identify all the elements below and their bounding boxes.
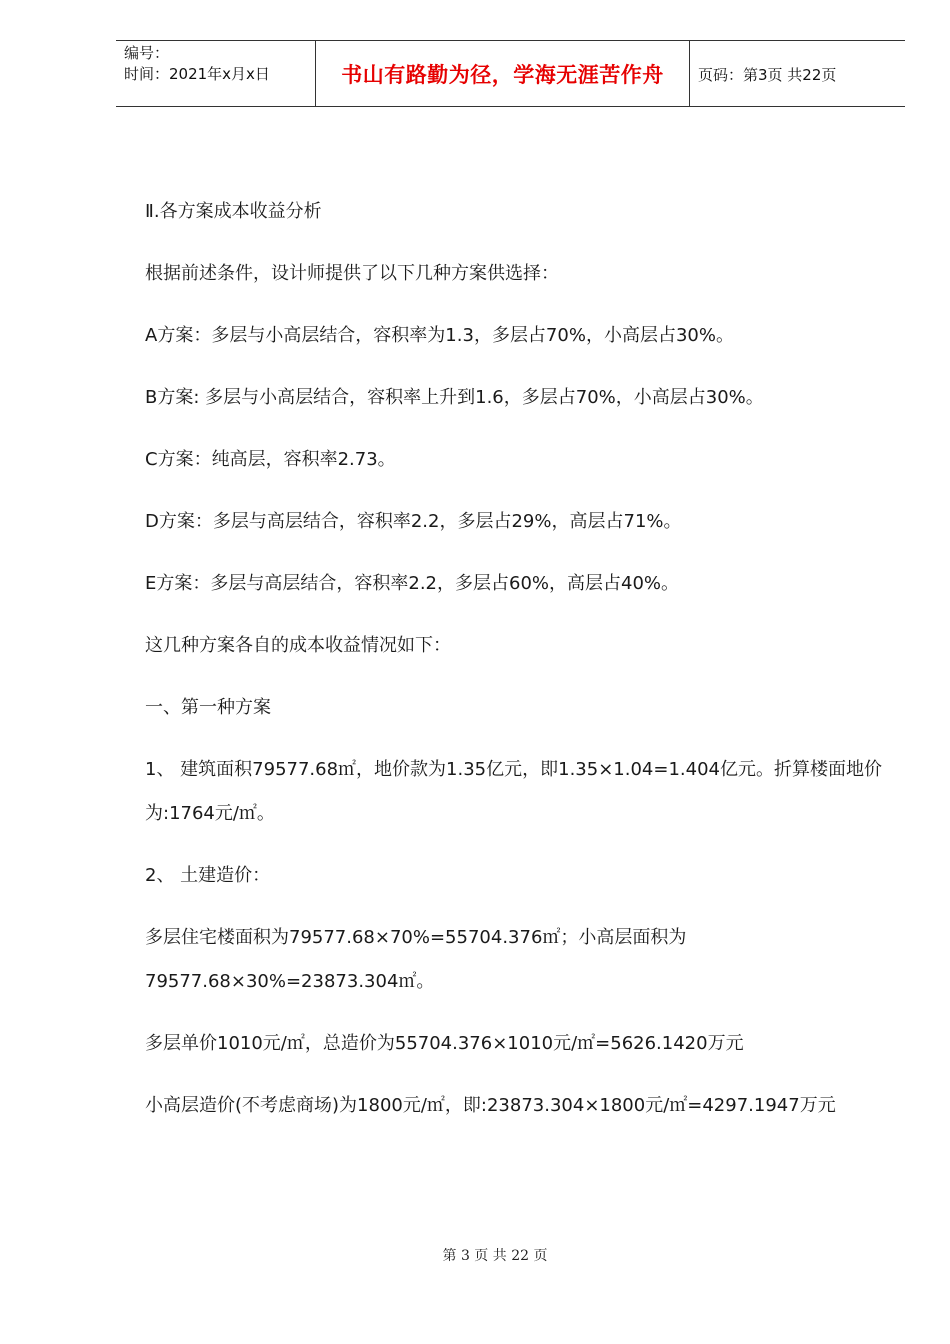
header-motto: 书山有路勤为径，学海无涯苦作舟 [341,63,664,87]
section-heading: Ⅱ.各方案成本收益分析 [145,201,322,222]
calculation-paragraph: 多层单价1010元/㎡，总造价为55704.376×1010元/㎡=5626.1420万元 [145,1033,744,1054]
plan-a-paragraph: A方案：多层与小高层结合，容积率为1.3，多层占70%，小高层占30%。 [145,325,734,346]
header-divider-right [689,41,690,106]
calculation-paragraph: 多层住宅楼面积为79577.68×70%=55704.376㎡；小高层面积为79577.68×30%=23873.304㎡。 [145,927,687,992]
header-meta [124,43,270,85]
item-paragraph: 2、 土建造价： [145,865,271,886]
plan-c-paragraph: C方案：纯高层，容积率2.73。 [145,449,396,470]
header-page-info: 页码：第3页 共22页 [698,65,837,84]
plan-d-paragraph: D方案：多层与高层结合，容积率2.2，多层占29%，高层占71%。 [145,511,682,532]
page-header [116,40,905,107]
plan-e-paragraph: E方案：多层与高层结合，容积率2.2，多层占60%，高层占40%。 [145,573,680,594]
document-time-label: 时间：2021年x月x日 [124,65,270,83]
plan-b-paragraph: B方案: 多层与小高层结合，容积率上升到1.6，多层占70%，小高层占30%。 [145,387,764,408]
body-paragraph: 这几种方案各自的成本收益情况如下： [145,635,451,656]
document-body [145,190,885,1146]
body-paragraph: 根据前述条件，设计师提供了以下几种方案供选择： [145,263,559,284]
page-footer: 第 3 页 共 22 页 [442,1248,548,1264]
calculation-paragraph: 小高层造价(不考虑商场)为1800元/㎡，即:23873.304×1800元/㎡=4297.1947万元 [145,1095,836,1116]
subsection-heading: 一、第一种方案 [145,697,271,718]
item-paragraph: 1、 建筑面积79577.68㎡，地价款为1.35亿元，即1.35×1.04=1.404亿元。折算楼面地价为:1764元/㎡。 [145,759,882,824]
document-number-label: 编号： [124,44,170,62]
